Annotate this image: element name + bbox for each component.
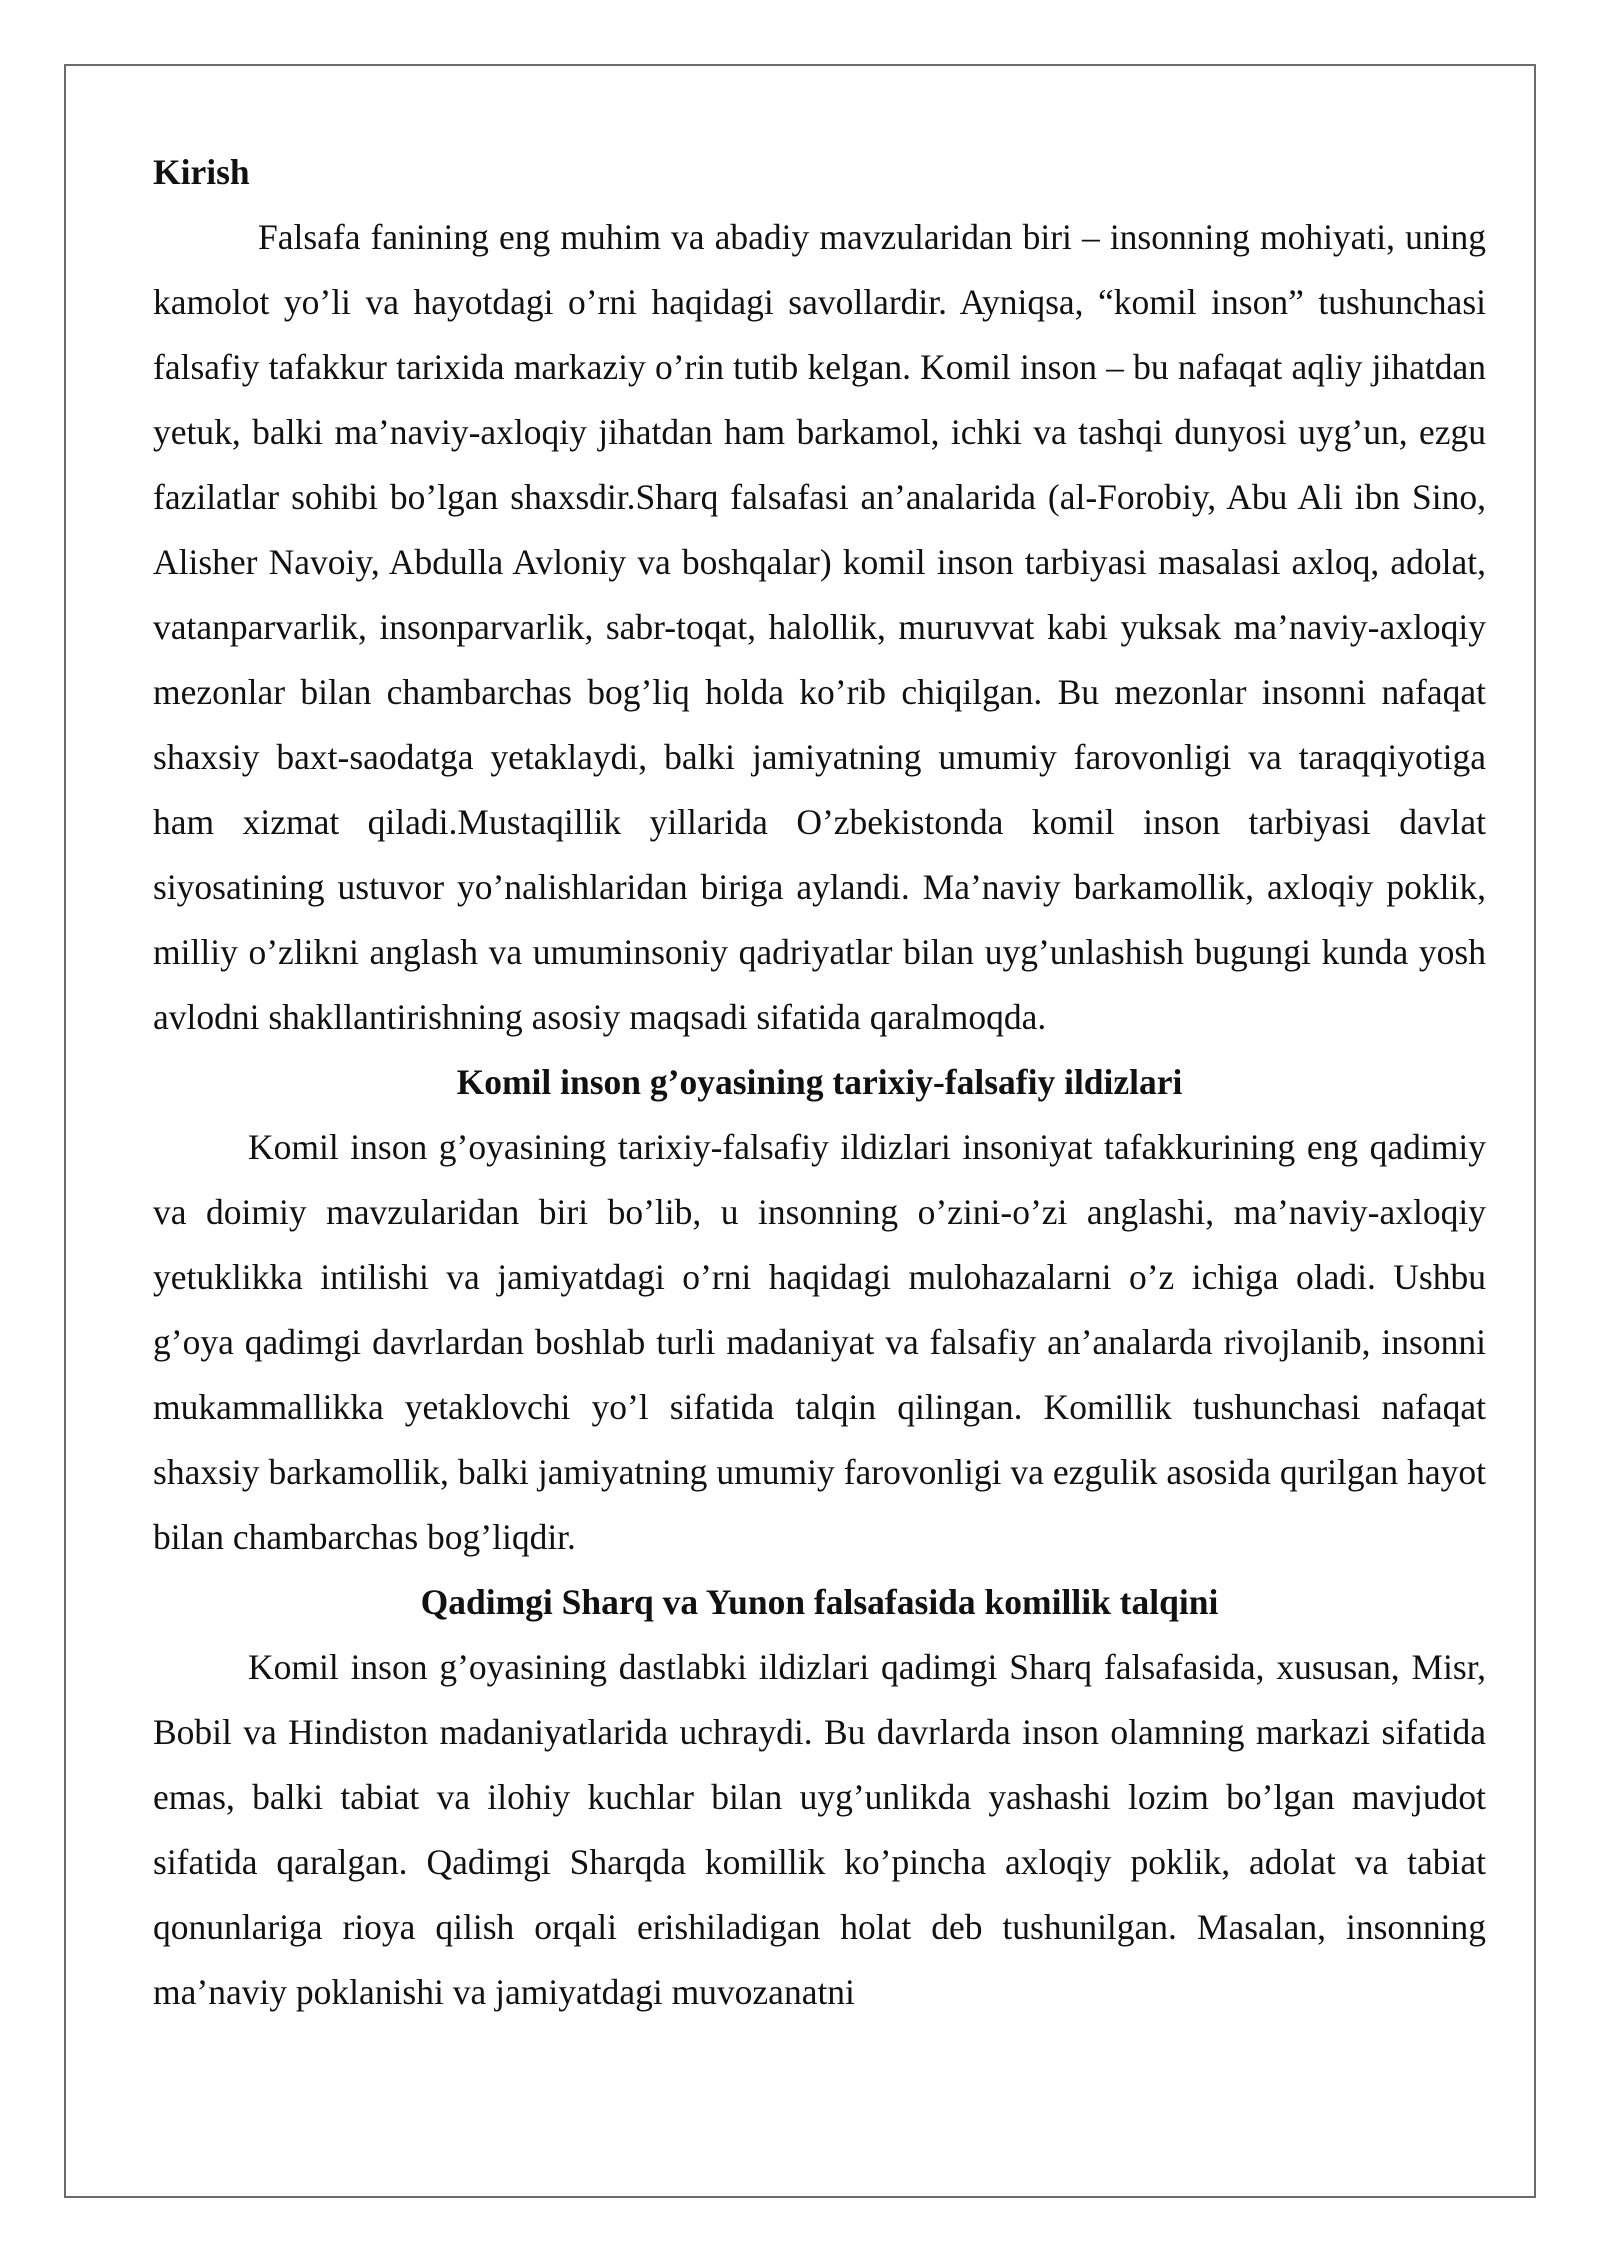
paragraph-east-greek: Komil inson g’oyasining dastlabki ildizlari qadimgi Sharq falsafasida, xususan, Misr, Bobil va Hindiston madaniyatlarida uchraydi. Bu davrlarda inson olamning markazi sifatida emas, balki tabiat va ilohiy kuchlar bilan uyg’unlikda yashashi lozim bo’lgan mavjudot sifatida qaralgan. Qadimgi Sharqda komillik ko’pincha axloqiy poklik, adolat va tabiat qonunlariga rioya qilish orqali erishiladigan holat deb tushunilgan. Masalan, insonning ma’naviy poklanishi va jamiyatdagi muvozanatni	[153, 1647, 1486, 2012]
heading-east-greek: Qadimgi Sharq va Yunon falsafasida komillik talqini	[420, 1582, 1219, 1622]
paragraph-historical-roots: Komil inson g’oyasining tarixiy-falsafiy ildizlari insoniyat tafakkurining eng qadimiy va doimiy mavzularidan biri bo’lib, u insonning o’zini-o’zi anglashi, ma’naviy-axloqiy yetuklikka intilishi va jamiyatdagi o’rni haqidagi mulohazalarni o’z ichiga oladi. Ushbu g’oya qadimgi davrlardan boshlab turli madaniyat va falsafiy an’analarda rivojlanib, insonni mukammallikka yetaklovchi yo’l sifatida talqin qilingan. Komillik tushunchasi nafaqat shaxsiy barkamollik, balki jamiyatning umumiy farovonligi va ezgulik asosida qurilgan hayot bilan chambarchas bog’liqdir.	[153, 1127, 1486, 1557]
paragraph-intro: Falsafa fanining eng muhim va abadiy mavzularidan biri – insonning mohiyati, uning kamolot yo’li va hayotdagi o’rni haqidagi savollardir. Ayniqsa, “komil inson” tushunchasi falsafiy tafakkur tarixida markaziy o’rin tutib kelgan. Komil inson – bu nafaqat aqliy jihatdan yetuk, balki ma’naviy-axloqiy jihatdan ham barkamol, ichki va tashqi dunyosi uyg’un, ezgu fazilatlar sohibi bo’lgan shaxsdir.Sharq falsafasi an’analarida (al-Forobiy, Abu Ali ibn Sino, Alisher Navoiy, Abdulla Avloniy va boshqalar) komil inson tarbiyasi masalasi axloq, adolat, vatanparvarlik, insonparvarlik, sabr-toqat, halollik, muruvvat kabi yuksak ma’naviy-axloqiy mezonlar bilan chambarchas bog’liq holda ko’rib chiqilgan. Bu mezonlar insonni nafaqat shaxsiy baxt-saodatga yetaklaydi, balki jamiyatning umumiy farovonligi va taraqqiyotiga ham xizmat qiladi.Mustaqillik yillarida O’zbekistonda komil inson tarbiyasi davlat siyosatining ustuvor yo’nalishlaridan biriga aylandi. Ma’naviy barkamollik, axloqiy poklik, milliy o’zlikni anglash va umuminsoniy qadriyatlar bilan uyg’unlashish bugungi kunda yosh avlodni shakllantirishning asosiy maqsadi sifatida qaralmoqda.	[153, 217, 1486, 1037]
document-body	[153, 140, 1486, 2025]
heading-kirish: Kirish	[153, 152, 250, 192]
heading-historical-roots: Komil inson g’oyasining tarixiy-falsafiy ildizlari	[456, 1062, 1183, 1102]
